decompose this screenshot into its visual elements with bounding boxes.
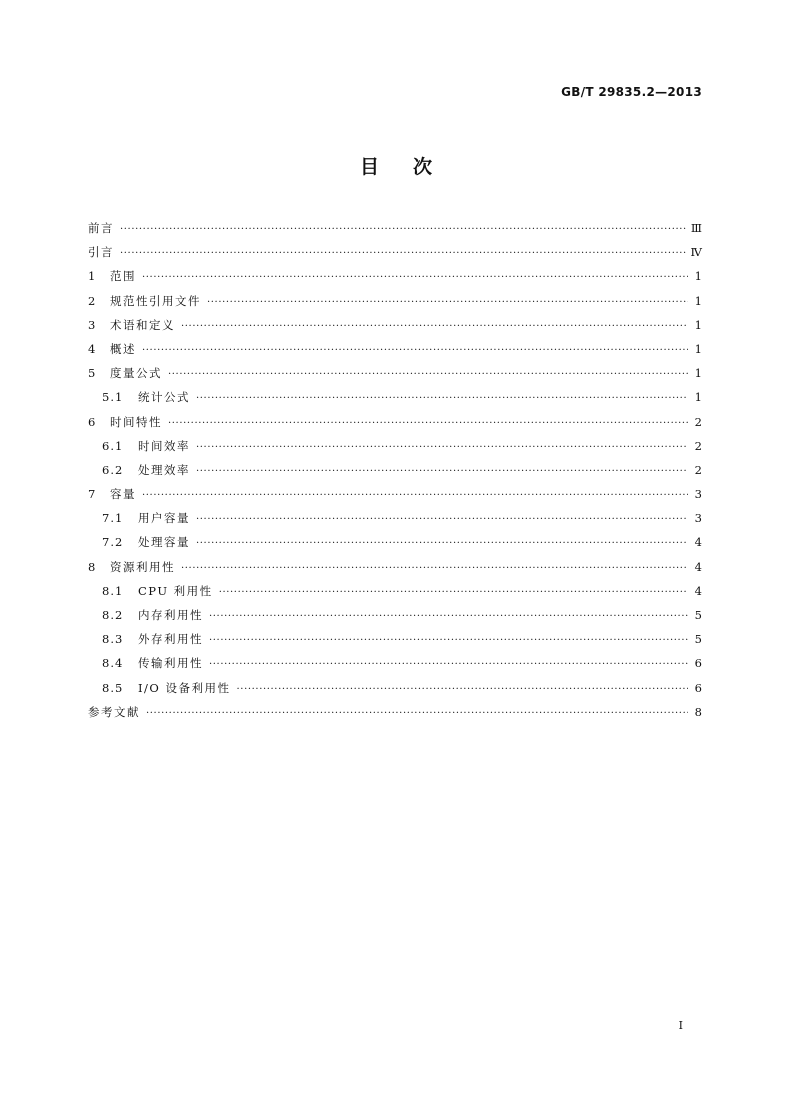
toc-entry-8-1[interactable] [88, 579, 702, 603]
toc-leader-dots [196, 508, 688, 532]
toc-entry-number: 8.5 [102, 680, 124, 695]
toc-leader-dots [207, 291, 688, 315]
toc-entry-label: 术语和定义 [110, 317, 175, 332]
document-code: GB/T 29835.2—2013 [561, 85, 702, 99]
toc-entry-number: 2 [88, 293, 97, 308]
toc-entry-6-2[interactable] [88, 458, 702, 482]
toc-entry-page: 1 [694, 269, 702, 284]
toc-entry-label: I/O 设备利用性 [138, 680, 231, 695]
toc-entry-5[interactable] [88, 361, 702, 385]
toc-leader-dots [168, 412, 688, 436]
toc-entry-number: 4 [88, 341, 97, 356]
toc-entry-8-2[interactable] [88, 603, 702, 627]
toc-entry-label: 规范性引用文件 [110, 293, 201, 308]
toc-entry-7[interactable] [88, 482, 702, 506]
toc-entry-number: 8.1 [102, 583, 124, 598]
toc-entry-introduction[interactable] [88, 240, 702, 264]
toc-entry-label: 引言 [88, 245, 114, 260]
toc-entry-page: 1 [694, 390, 702, 405]
toc-entry-number: 6.1 [102, 438, 124, 453]
toc-entry-number: 6.2 [102, 462, 124, 477]
toc-entry-number: 8.4 [102, 656, 124, 671]
toc-entry-number: 5 [88, 366, 97, 381]
toc-entry-label: 外存利用性 [138, 632, 203, 647]
toc-entry-2[interactable] [88, 289, 702, 313]
toc-leader-dots [196, 387, 688, 411]
toc-entry-7-2[interactable] [88, 530, 702, 554]
toc-entry-page: 1 [694, 293, 702, 308]
toc-entry-label: 前言 [88, 221, 114, 235]
toc-leader-dots [219, 581, 688, 605]
toc-entry-page: 2 [694, 462, 702, 477]
toc-entry-page: Ⅳ [690, 245, 702, 260]
toc-entry-number: 1 [88, 269, 97, 284]
toc-entry-page: 4 [694, 559, 702, 574]
toc-entry-4[interactable] [88, 337, 702, 361]
toc-entry-8[interactable] [88, 555, 702, 579]
toc-entry-label: 传输利用性 [138, 656, 203, 671]
toc-title: 目次 [359, 156, 466, 178]
toc-entry-label: 统计公式 [138, 390, 190, 405]
toc-entry-page: 4 [694, 535, 702, 550]
toc-entry-label: 处理效率 [138, 462, 190, 477]
toc-entry-references[interactable] [88, 700, 702, 724]
toc-entry-8-5[interactable] [88, 676, 702, 700]
toc-entry-number: 8 [88, 559, 97, 574]
toc-entry-6-1[interactable] [88, 434, 702, 458]
toc-entry-page: Ⅲ [690, 221, 702, 235]
toc-entry-number: 7.1 [102, 511, 124, 526]
toc-entry-page: 3 [694, 511, 702, 526]
toc-entry-page: 5 [694, 608, 702, 622]
toc-leader-dots [120, 242, 687, 266]
toc-leader-dots [168, 363, 688, 387]
toc-leader-dots [120, 218, 687, 242]
toc-entry-label: 概述 [110, 341, 136, 356]
toc-entry-label: 参考文献 [88, 704, 140, 719]
toc-entry-page: 3 [694, 487, 702, 502]
toc-entry-6[interactable] [88, 410, 702, 434]
toc-entry-label: 时间效率 [138, 438, 190, 453]
toc-entry-number: 3 [88, 317, 97, 332]
toc-entry-page: 1 [694, 341, 702, 356]
toc-leader-dots [196, 436, 688, 460]
toc-leader-dots [209, 605, 688, 629]
toc-entry-5-1[interactable] [88, 385, 702, 409]
toc-entry-page: 2 [694, 414, 702, 429]
toc-entry-label: 时间特性 [110, 414, 162, 429]
toc-entry-7-1[interactable] [88, 506, 702, 530]
toc-entry-page: 4 [694, 583, 702, 598]
toc-entry-number: 8.2 [102, 608, 124, 622]
toc-leader-dots [146, 702, 688, 726]
toc-entry-8-4[interactable] [88, 651, 702, 675]
toc-entry-label: 范围 [110, 269, 136, 284]
toc-entry-number: 5.1 [102, 390, 124, 405]
toc-entry-page: 8 [694, 704, 702, 719]
toc-entry-foreword[interactable] [88, 216, 702, 240]
toc-leader-dots [237, 678, 688, 702]
toc-entry-label: 内存利用性 [138, 608, 203, 622]
toc-entry-8-3[interactable] [88, 627, 702, 651]
toc-entry-number: 7.2 [102, 535, 124, 550]
toc-leader-dots [142, 266, 688, 290]
toc-entry-number: 7 [88, 487, 97, 502]
toc-entry-3[interactable] [88, 313, 702, 337]
toc-leader-dots [142, 484, 688, 508]
toc-entry-1[interactable] [88, 264, 702, 288]
toc-leader-dots [196, 532, 688, 556]
toc-entry-label: 容量 [110, 487, 136, 502]
toc-leader-dots [181, 557, 688, 581]
toc-entry-number: 8.3 [102, 632, 124, 647]
table-of-contents [88, 216, 702, 724]
toc-leader-dots [181, 315, 688, 339]
toc-leader-dots [209, 629, 688, 653]
toc-leader-dots [142, 339, 688, 363]
toc-entry-page: 1 [694, 366, 702, 381]
toc-entry-page: 6 [694, 656, 702, 671]
page-number: I [678, 1019, 683, 1032]
toc-entry-label: 资源利用性 [110, 559, 175, 574]
toc-entry-label: CPU 利用性 [138, 583, 213, 598]
toc-leader-dots [209, 653, 688, 677]
toc-entry-page: 1 [694, 317, 702, 332]
toc-entry-label: 度量公式 [110, 366, 162, 381]
toc-entry-page: 5 [694, 632, 702, 647]
toc-entry-label: 处理容量 [138, 535, 190, 550]
toc-entry-number: 6 [88, 414, 97, 429]
toc-entry-label: 用户容量 [138, 511, 190, 526]
toc-entry-page: 6 [694, 680, 702, 695]
toc-leader-dots [196, 460, 688, 484]
toc-entry-page: 2 [694, 438, 702, 453]
